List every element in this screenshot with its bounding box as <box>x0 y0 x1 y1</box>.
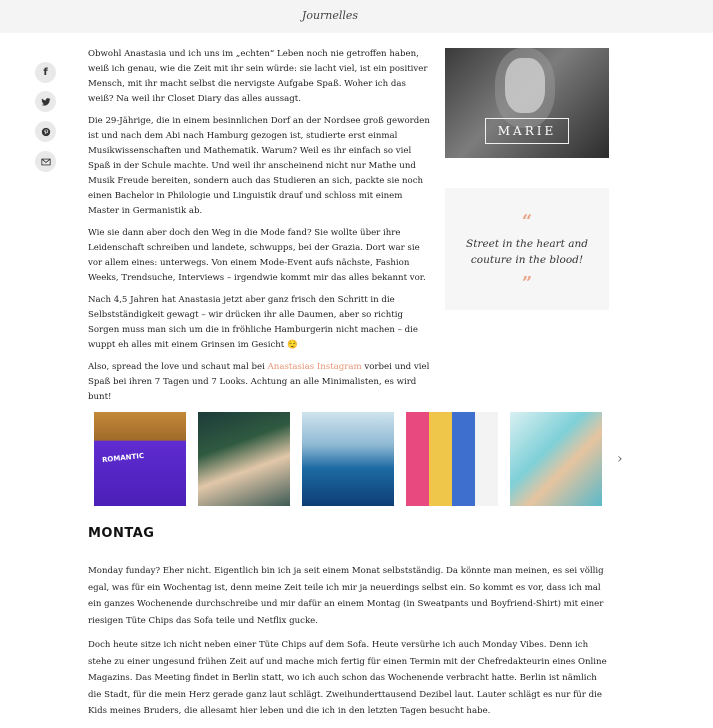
facebook-icon: f <box>43 67 48 78</box>
gallery-image[interactable] <box>94 412 186 506</box>
pinterest-icon <box>41 127 51 137</box>
article-paragraph: Wie sie dann aber doch den Weg in die Mode fand? Sie wollte über ihre Leidenschaft schreiben und landete, schwupps, bei der Grazia. Dort war sie vor allem eines: unterwegs. Von einem Mode-Event aufs nächste, Fashion Weeks, Trendsuche, Interviews – irgendwie kommt mir das alles bekannt vor. <box>88 228 426 283</box>
section-paragraph: Doch heute sitze ich nicht neben einer Tüte Chips auf dem Sofa. Heute versürhe ich auch Monday Vibes. Denn ich stehe zu einer ungesund frühen Zeit auf und mache mich fertig für einen Termin mit der Chefredakteurin eines Online Magazins. Das Meeting findet in Berlin statt, wo ich auch schon das Wochenende verbracht hatte. Berlin ist nämlich die Stadt, für die mein Herz gerade ganz laut schlägt. Zweihunderttausend Dezibel laut. Lauter schlägt es nur für die Kids meines Bruders, die allesamt hier leben und die ich in den letzten Tagen besucht habe. <box>88 640 607 716</box>
twitter-icon <box>41 97 51 107</box>
email-share-button[interactable] <box>35 151 56 172</box>
text-segment: Also, spread the love und schaut mal bei <box>88 362 268 372</box>
gallery-image[interactable] <box>198 412 290 506</box>
shirt-print: ROMANTIC <box>101 451 145 465</box>
quote-text: Street in the heart and couture in the blood! <box>466 238 588 266</box>
quote-open-icon: “ <box>521 211 533 232</box>
section-paragraph: Monday funday? Eher nicht. Eigentlich bin ich ja seit einem Monat selbstständig. Da könnte man meinen, es sei völlig egal, was für ein Wochentag ist, denn meine Zeit teile ich mir ja neuerdings selbst ein. So kommt es vor, dass ich mal ein ganzes Wochenende durchschreibe und mir dafür an einem Montag (in Sweatpants und Boyfriend-Shirt) mit einer riesigen Tüte Chips das Sofa teile und Netflix gucke. <box>88 566 604 626</box>
marie-banner[interactable] <box>445 48 609 158</box>
banner-label: MARIE <box>485 118 569 144</box>
pull-quote <box>445 188 609 310</box>
facebook-share-button[interactable] <box>35 62 56 83</box>
section-heading: MONTAG <box>88 526 155 541</box>
gallery-image[interactable] <box>302 412 394 506</box>
banner-photo-face <box>505 58 545 113</box>
gallery-next-arrow[interactable]: › <box>617 451 623 467</box>
section-body <box>88 563 610 728</box>
gallery-image[interactable] <box>510 412 602 506</box>
article-paragraph: Die 29-Jährige, die in einem besinnlichen Dorf an der Nordsee groß geworden ist und nach dem Abi nach Hamburg gezogen ist, studierte erst einmal Musikwissenschaften und Mathematik. Warum? Weil es ihr einfach so viel Spaß in der Schule machte. Und weil ihr anscheinend nicht nur Mathe und Musik Freude bereiten, sondern auch das Studieren an sich, packte sie noch einen Bachelor in Philologie und Linguistik drauf und schloss mit einem Master in Germanistik ab. <box>88 116 430 216</box>
instagram-link[interactable]: Anastasias Instagram <box>267 362 362 372</box>
site-logo[interactable]: Journelles <box>301 9 359 22</box>
article-paragraph: Obwohl Anastasia und ich uns im „echten“ Leben noch nie getroffen haben, weiß ich genau, wie die Zeit mit ihr sein würde: sie lacht viel, ist ein positiver Mensch, mit ihr macht selbst die nervigste Aufgabe Spaß. Woher ich das weiß? Na weil ihr Closet Diary das alles aussagt. <box>88 49 428 104</box>
text-segment: vorbei und viel Spaß bei ihren 7 Tagen und 7 Looks. Achtung an alle Minimalisten, es wird bunt! <box>88 362 430 402</box>
quote-close-icon: ” <box>521 273 533 294</box>
gallery-image[interactable] <box>406 412 498 506</box>
article-paragraph: Nach 4,5 Jahren hat Anastasia jetzt aber ganz frisch den Schritt in die Selbstständigkeit gewagt – wir drücken ihr alle Daumen, aber so richtig Sorgen muss man sich um die in fröhliche Hamburgerin nicht machen – die wuppt eh alles mit einem Grinsen im Gesicht 😌 <box>88 295 418 350</box>
twitter-share-button[interactable] <box>35 91 56 112</box>
top-bar <box>0 0 713 33</box>
article-intro <box>88 47 430 412</box>
email-icon <box>41 157 51 167</box>
pinterest-share-button[interactable] <box>35 121 56 142</box>
article-paragraph <box>88 360 430 405</box>
